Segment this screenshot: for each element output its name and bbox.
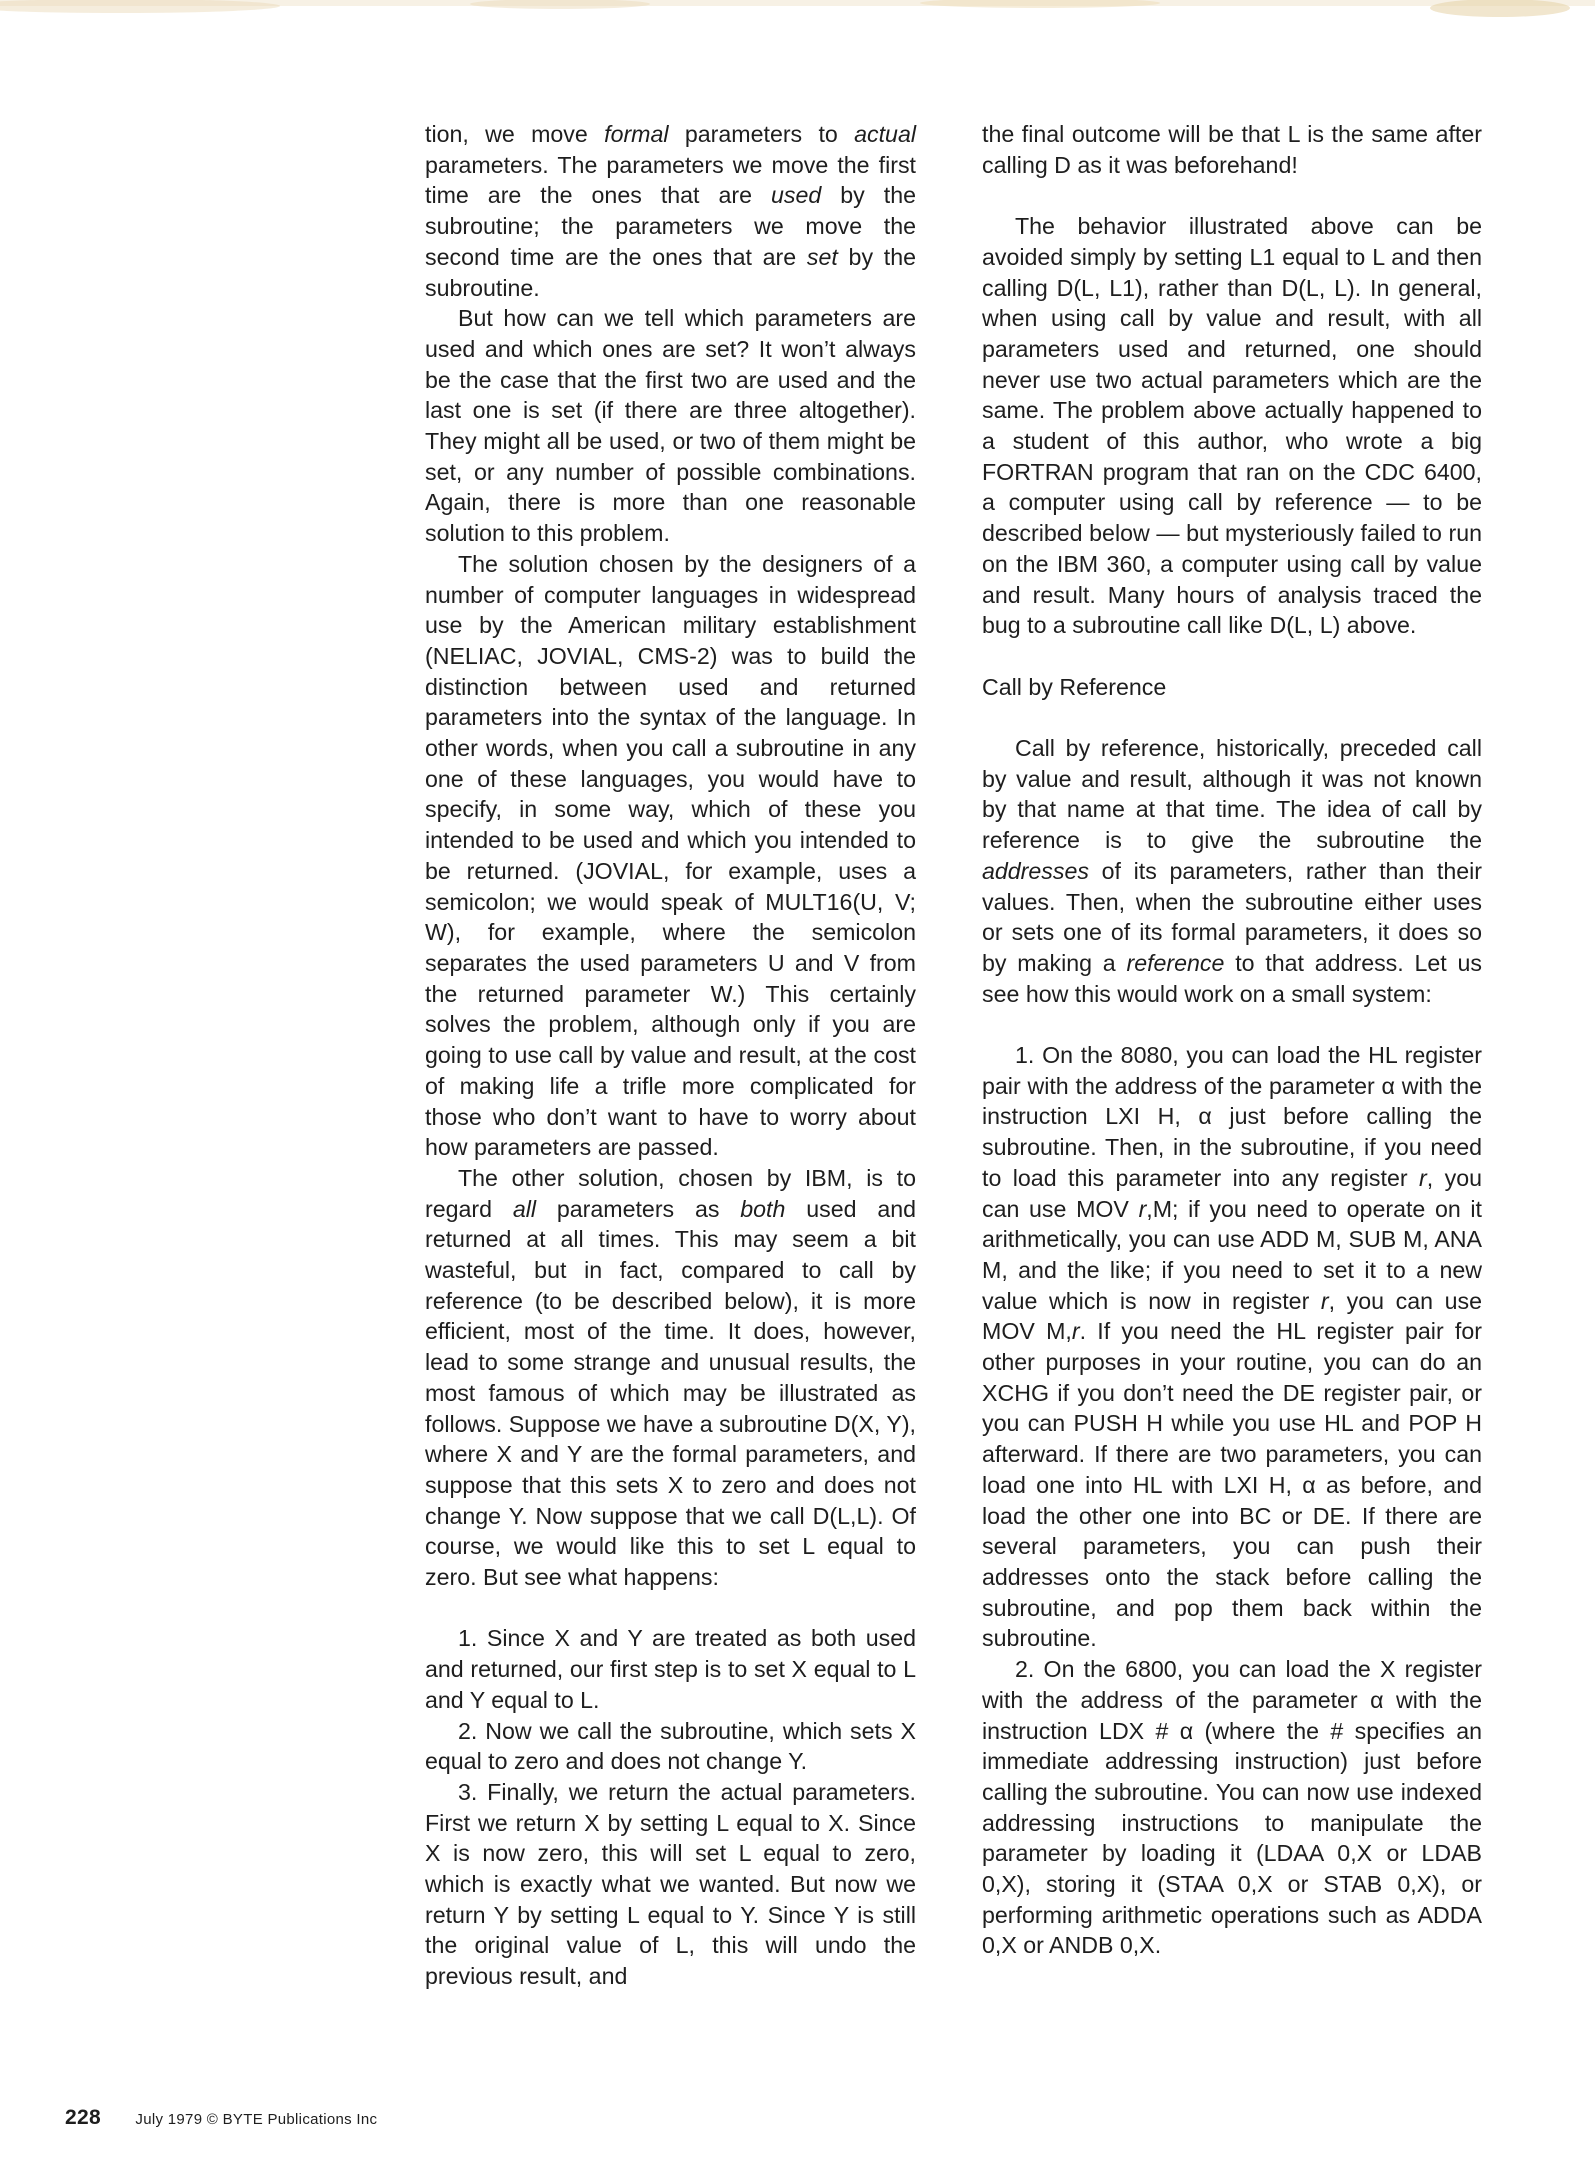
text-run: . If you need the HL register pair for other purposes in your routine, you can do an XCHG if you don’t need the DE register pair, or you can PUSH H while you use HL and POP H afterward. If there are two parameters, you can load one into HL with LXI H, α as before, and load the other one into BC or DE. If there are several parameters, you can push their addresses onto the stack before calling the subroutine, and pop them back within the subroutine. <box>982 1318 1482 1652</box>
italic-text: r <box>1071 1318 1080 1345</box>
text-run: But how can we tell which parameters are used and which ones are set? It won’t always be the case that the first two are used and the last one is set (if there are three altogether). They might all be used, or two of them might be set, or any number of possible combinations. Again, there is more than one reasonable solution to this problem. <box>425 305 916 547</box>
paragraph <box>425 119 916 303</box>
text-run: 1. Since X and Y are treated as both used and returned, our first step is to set X equal to L and Y equal to L. <box>425 1625 916 1713</box>
paragraph <box>425 1777 916 1992</box>
section-heading: Call by Reference <box>982 673 1167 700</box>
page-number: 228 <box>65 2106 101 2129</box>
text-run: 1. On the 8080, you can load the HL register pair with the address of the parameter α with the instruction LXI H, α just before calling the subroutine. Then, in the subroutine, if you need to load this parameter into any register <box>982 1042 1482 1191</box>
paragraph <box>425 303 916 549</box>
text-run: 2. On the 6800, you can load the X register with the address of the parameter α with the instruction LDX # α (where the # specifies an immediate addressing instruction) just before calling the subroutine. You can now use indexed addressing instructions to manipulate the parameter by loading it (LDAA 0,X or LDAB 0,X), storing it (STAA 0,X or STAB 0,X), or performing arithmetic operations such as ADDA 0,X or ANDB 0,X. <box>982 1656 1482 1959</box>
text-run: the final outcome will be that L is the same after calling D as it was beforehand! <box>982 121 1482 178</box>
italic-text: actual <box>854 121 916 147</box>
text-run: Call by reference, historically, preceded call by value and result, although it was not known by that name at that time. The idea of call by reference is to give the subroutine the <box>982 735 1482 854</box>
italic-text: addresses <box>982 857 1089 884</box>
text-run: , you can use MOV M, <box>982 1287 1482 1345</box>
paragraph <box>425 1623 916 1715</box>
text-run: to that address. Let us see how this would work on a small system: <box>982 949 1482 1007</box>
paragraph <box>425 1716 916 1777</box>
italic-text: used <box>771 182 822 209</box>
italic-text: all <box>512 1195 537 1222</box>
paragraph-gap <box>982 641 1482 672</box>
italic-text: set <box>806 243 838 270</box>
page-footer <box>65 2106 377 2130</box>
paragraph <box>982 211 1482 641</box>
paragraph-gap <box>982 1009 1482 1040</box>
paragraph <box>982 119 1482 180</box>
text-run: parameters to <box>668 121 855 147</box>
paragraph-gap <box>982 702 1482 733</box>
text-run: ,M; if you need to operate on it arithmetically, you can use ADD M, SUB M, ANA M, and the like; if you need to set it to a new value which is now in register <box>982 1195 1482 1314</box>
text-run: parameters as <box>536 1195 741 1222</box>
text-run: by the subroutine. <box>425 243 917 301</box>
text-run: tion, we move <box>425 121 605 147</box>
italic-text: both <box>740 1195 786 1222</box>
paragraph <box>982 1040 1482 1654</box>
paragraph <box>425 549 916 1163</box>
italic-text: r <box>1138 1195 1147 1222</box>
italic-text: r <box>1419 1164 1427 1191</box>
text-run: The behavior illustrated above can be avoided simply by setting L1 equal to L and then calling D(L, L1), rather than D(L, L). In general, when using call by value and result, with all parameters used and returned, one should never use two actual parameters which are the same. The problem above actually happened to a student of this author, who wrote a big FORTRAN program that ran on the CDC 6400, a computer using call by reference — to be described below — but mysteriously failed to run on the IBM 360, a computer using call by value and result. Many hours of analysis traced the bug to a subroutine call like D(L, L) above. <box>982 213 1482 639</box>
publication-credit: July 1979 © BYTE Publications Inc <box>135 2111 378 2128</box>
right-column <box>982 119 1482 1961</box>
text-run: , you can use MOV <box>982 1164 1483 1222</box>
text-run: of its parameters, rather than their values. Then, when the subroutine either uses or sets one of its formal parameters, it does so by making a <box>982 857 1482 976</box>
paragraph <box>982 1654 1482 1961</box>
paragraph <box>425 1163 916 1593</box>
left-column <box>425 119 916 1992</box>
page-edge-stain <box>0 0 1595 40</box>
italic-text: reference <box>1126 949 1225 976</box>
text-run: by the subroutine; the parameters we move the second time are the ones that are <box>425 182 916 270</box>
paragraph-gap <box>425 1593 916 1624</box>
text-run: used and returned at all times. This may seem a bit wasteful, but in fact, compared to call by reference (to be described below), it is more efficient, most of the time. It does, however, lead to some strange and unusual results, the most famous of which may be illustrated as follows. Suppose we have a subroutine D(X, Y), where X and Y are the formal parameters, and suppose that this sets X to zero and does not change Y. Now suppose that we call D(L,L). Of course, we would like this to set L equal to zero. But see what happens: <box>425 1195 917 1591</box>
text-run: The solution chosen by the designers of a number of computer languages in widespread use by the American military establishment (NELIAC, JOVIAL, CMS-2) was to build the distinction between used and returned parameters into the syntax of the language. In other words, when you call a subroutine in any one of these languages, you would have to specify, in some way, which of these you intended to be used and which you intended to be returned. (JOVIAL, for example, uses a semicolon; we would speak of MULT16(U, V; W), for example, where the semicolon separates the used parameters U and V from the returned parameter W.) This certainly solves the problem, although only if you are going to use call by value and result, at the cost of making life a trifle more complicated for those who don’t want to have to worry about how parameters are passed. <box>425 550 916 1161</box>
italic-text: r <box>1320 1287 1329 1314</box>
paragraph <box>982 733 1482 1009</box>
text-run: The other solution, chosen by IBM, is to regard <box>425 1164 916 1222</box>
text-run: 3. Finally, we return the actual parameters. First we return X by setting L equal to X. Since X is now zero, this will set L equal to zero, which is exactly what we wanted. But now we return Y by setting L equal to Y. Since Y is still the original value of L, this will undo the previous result, and <box>425 1778 916 1990</box>
italic-text: formal <box>604 121 669 147</box>
text-run: 2. Now we call the subroutine, which sets X equal to zero and does not change Y. <box>425 1717 916 1775</box>
paragraph-gap <box>982 180 1482 211</box>
text-run: parameters. The parameters we move the first time are the ones that are <box>425 151 916 209</box>
